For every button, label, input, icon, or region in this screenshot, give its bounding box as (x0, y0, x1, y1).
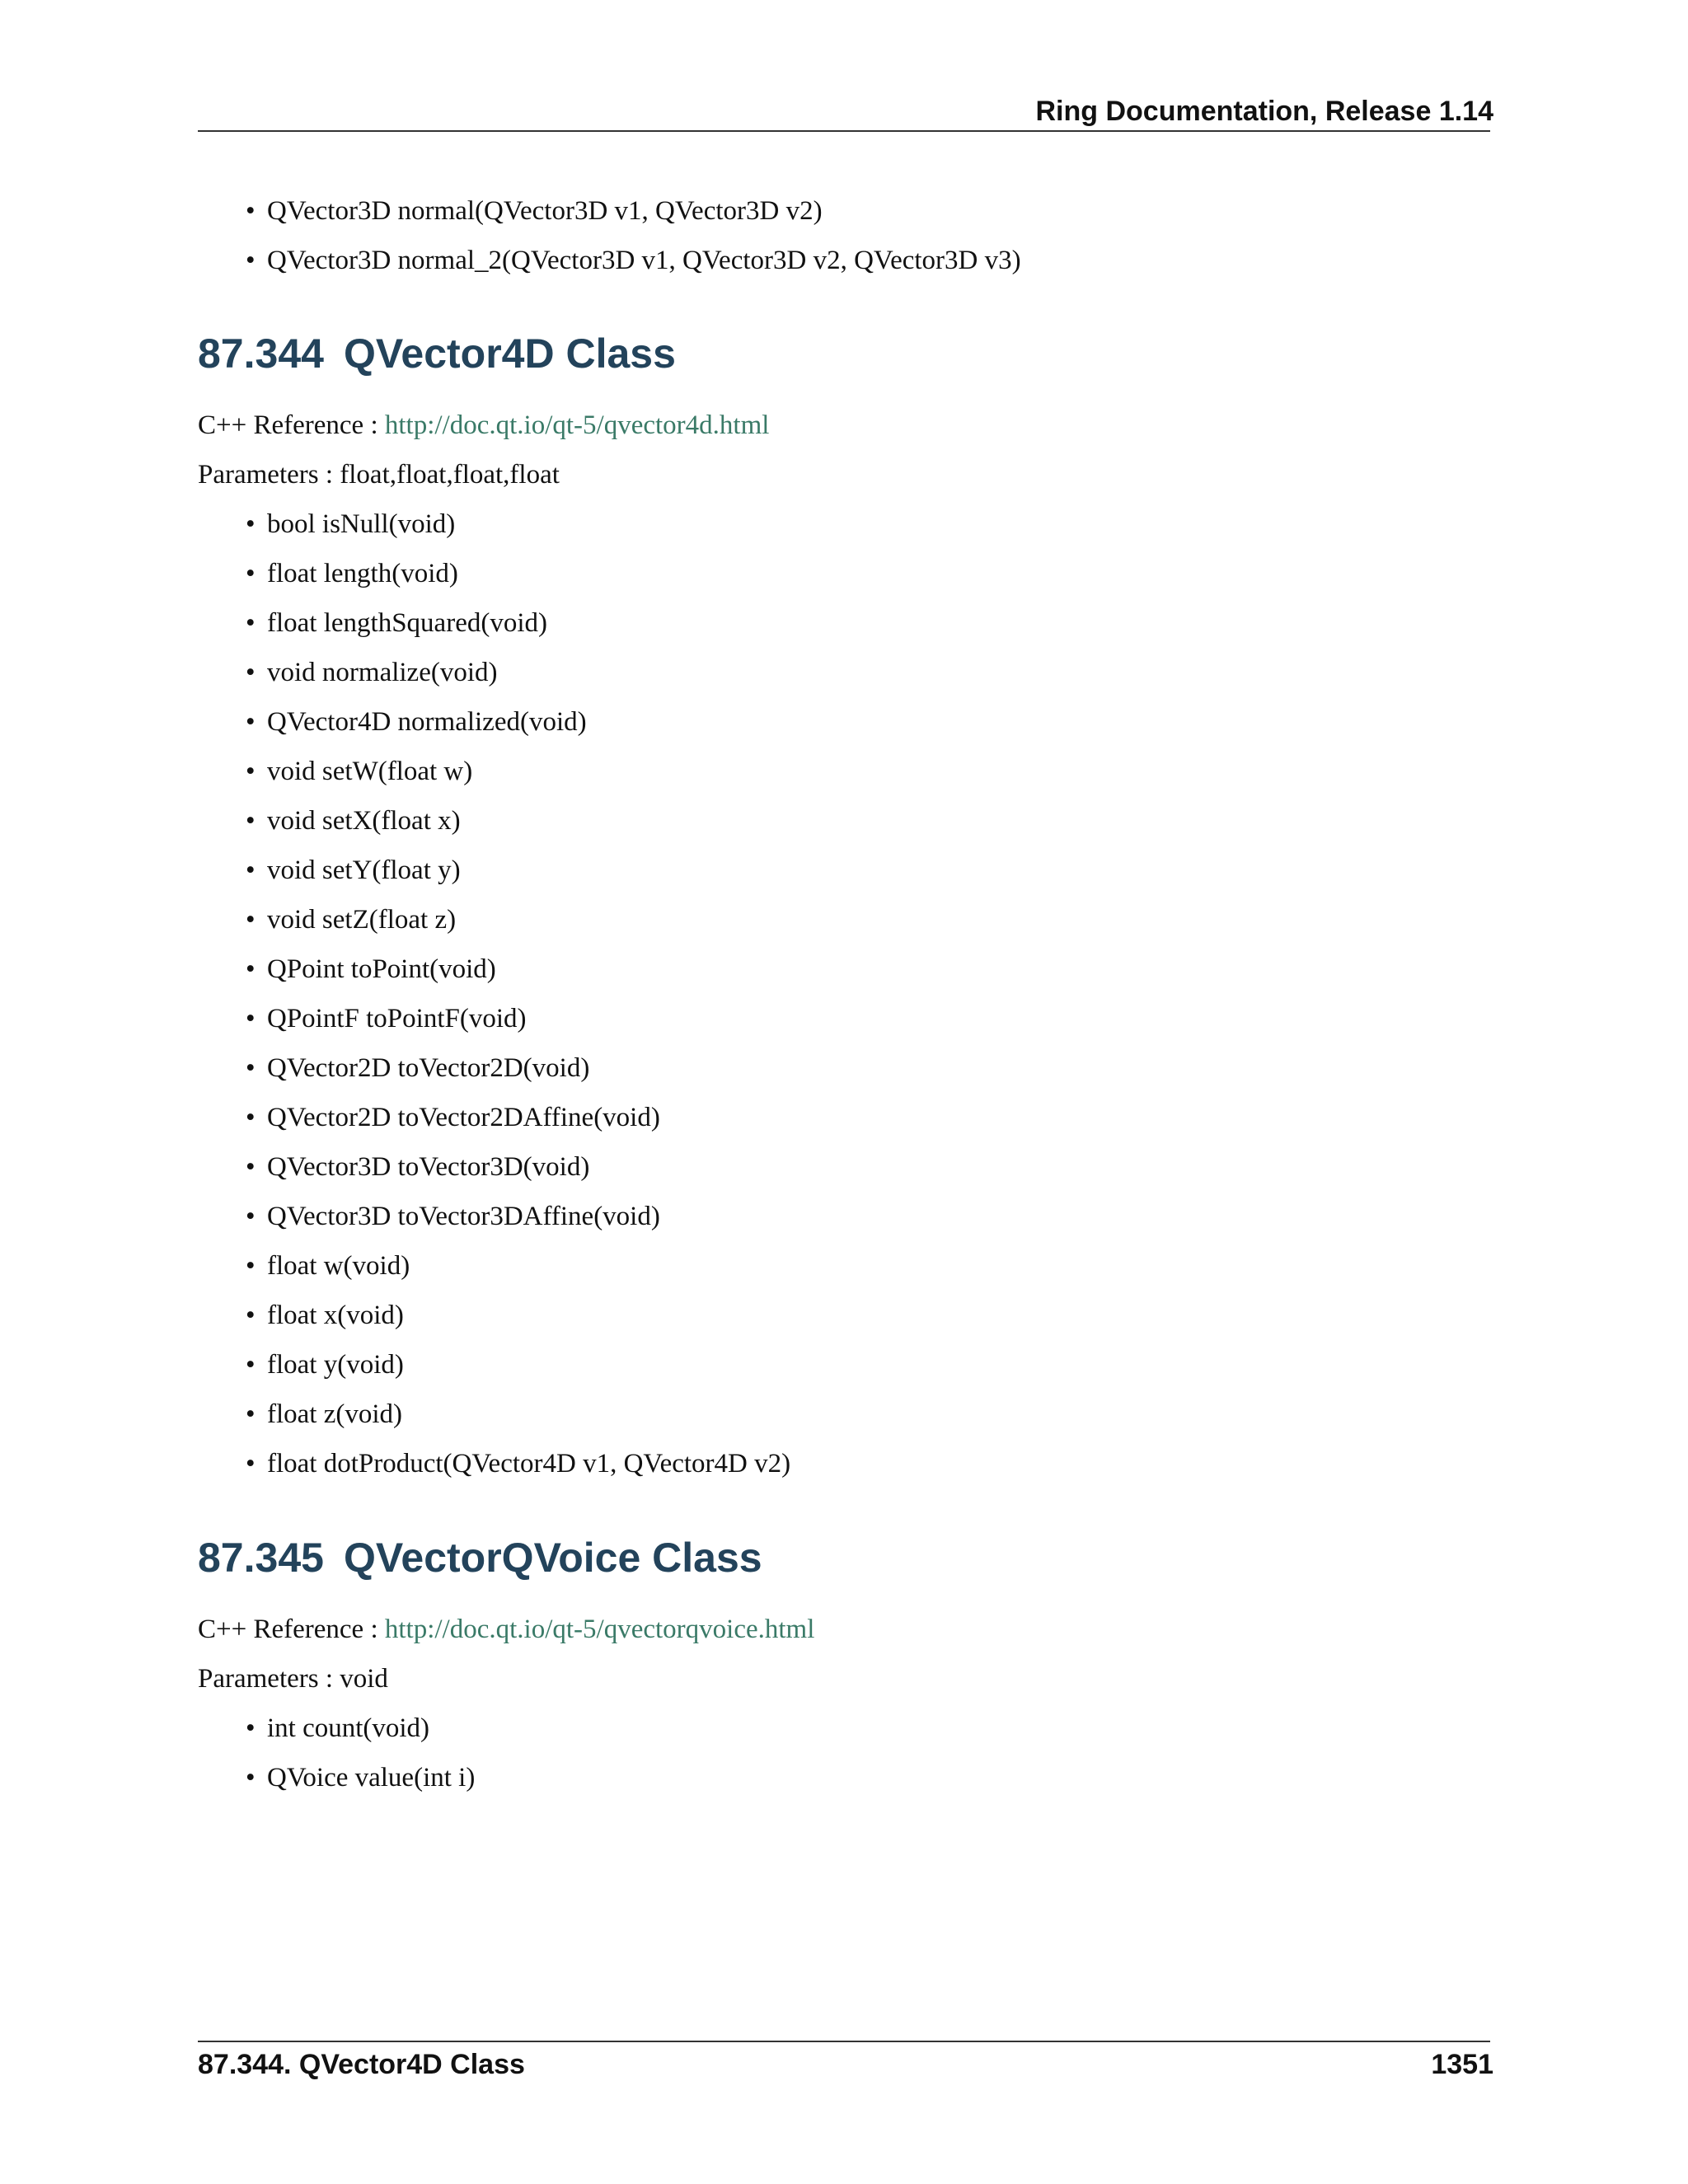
reference-label: C++ Reference : (198, 1615, 385, 1644)
list-item (246, 656, 1490, 689)
bullet-icon: • (246, 1449, 256, 1479)
qvectorqvoice-reference-link[interactable]: http://doc.qt.io/qt-5/qvectorqvoice.html (384, 1615, 815, 1644)
bullet-icon: • (246, 608, 256, 638)
bullet-icon: • (246, 707, 256, 737)
bullet-icon: • (246, 1053, 256, 1083)
method-signature: void setW(float w) (267, 757, 473, 786)
qvectorqvoice-method-list (198, 1712, 1490, 1794)
list-item (246, 244, 1490, 277)
list-item (246, 1249, 1490, 1282)
bullet-icon: • (246, 1713, 256, 1743)
list-item (246, 1761, 1490, 1794)
section-title: QVector4D Class (343, 330, 676, 377)
method-signature: QVector3D normal_2(QVector3D v1, QVector3D v2, QVector3D v3) (267, 246, 1021, 275)
running-header-title: Ring Documentation, Release 1.14 (1035, 96, 1493, 127)
method-signature: void setY(float y) (267, 855, 461, 885)
method-signature: QPointF toPointF(void) (267, 1004, 527, 1033)
bullet-icon: • (246, 1202, 256, 1231)
method-signature: void setX(float x) (267, 806, 461, 836)
list-item (246, 953, 1490, 986)
method-signature: QVoice value(int i) (267, 1763, 476, 1793)
bullet-icon: • (246, 1399, 256, 1429)
bullet-icon: • (246, 954, 256, 984)
section-number: 87.344 (198, 330, 324, 377)
list-item (246, 1398, 1490, 1431)
list-item (246, 1151, 1490, 1183)
section-number: 87.345 (198, 1535, 324, 1581)
list-item (246, 607, 1490, 640)
method-signature: float lengthSquared(void) (267, 608, 547, 638)
list-item (246, 705, 1490, 738)
list-item (246, 903, 1490, 936)
list-item (246, 194, 1490, 227)
bullet-icon: • (246, 757, 256, 786)
list-item (246, 508, 1490, 541)
bullet-icon: • (246, 1350, 256, 1380)
bullet-icon: • (246, 509, 256, 539)
method-signature: QVector3D toVector3DAffine(void) (267, 1202, 660, 1231)
method-signature: int count(void) (267, 1713, 430, 1743)
list-item (246, 1002, 1490, 1035)
list-item (246, 1200, 1490, 1233)
method-signature: QVector2D toVector2DAffine(void) (267, 1103, 660, 1132)
method-signature: QVector2D toVector2D(void) (267, 1053, 590, 1083)
running-footer-section: 87.344. QVector4D Class (198, 2049, 525, 2080)
footer-divider (198, 2041, 1490, 2042)
method-signature: float w(void) (267, 1251, 410, 1281)
list-item (246, 1712, 1490, 1745)
method-signature: float length(void) (267, 559, 458, 588)
method-signature: float z(void) (267, 1399, 403, 1429)
page-content (198, 194, 1490, 1794)
cpp-reference-line (198, 409, 1490, 442)
method-signature: bool isNull(void) (267, 509, 456, 539)
bullet-icon: • (246, 1301, 256, 1330)
header-divider (198, 130, 1490, 132)
section-title: QVectorQVoice Class (343, 1535, 762, 1581)
bullet-icon: • (246, 905, 256, 935)
list-item (246, 557, 1490, 590)
list-item (246, 1299, 1490, 1332)
bullet-icon: • (246, 855, 256, 885)
parameters-line: Parameters : float,float,float,float (198, 460, 560, 490)
bullet-icon: • (246, 246, 256, 275)
method-signature: QVector3D toVector3D(void) (267, 1152, 590, 1182)
method-signature: float x(void) (267, 1301, 404, 1330)
list-item (246, 854, 1490, 887)
list-item (246, 755, 1490, 788)
bullet-icon: • (246, 1763, 256, 1793)
method-signature: float dotProduct(QVector4D v1, QVector4D v2) (267, 1449, 791, 1479)
method-signature: QPoint toPoint(void) (267, 954, 496, 984)
method-signature: QVector3D normal(QVector3D v1, QVector3D v2) (267, 196, 823, 226)
cpp-reference-line (198, 1613, 1490, 1646)
list-item (246, 1052, 1490, 1085)
method-signature: QVector4D normalized(void) (267, 707, 587, 737)
bullet-icon: • (246, 1251, 256, 1281)
bullet-icon: • (246, 658, 256, 687)
section-heading-qvector4d (198, 329, 1490, 378)
list-item (246, 1447, 1490, 1480)
intro-method-list (198, 194, 1490, 277)
bullet-icon: • (246, 559, 256, 588)
qvector4d-method-list (198, 508, 1490, 1480)
list-item (246, 804, 1490, 837)
bullet-icon: • (246, 1103, 256, 1132)
method-signature: void setZ(float z) (267, 905, 457, 935)
list-item (246, 1348, 1490, 1381)
parameters-line: Parameters : void (198, 1664, 388, 1694)
bullet-icon: • (246, 1004, 256, 1033)
page-number: 1351 (1431, 2049, 1493, 2080)
reference-label: C++ Reference : (198, 410, 385, 440)
list-item (246, 1101, 1490, 1134)
method-signature: void normalize(void) (267, 658, 498, 687)
bullet-icon: • (246, 806, 256, 836)
bullet-icon: • (246, 1152, 256, 1182)
section-heading-qvectorqvoice (198, 1533, 1490, 1582)
qvector4d-reference-link[interactable]: http://doc.qt.io/qt-5/qvector4d.html (384, 410, 770, 440)
bullet-icon: • (246, 196, 256, 226)
method-signature: float y(void) (267, 1350, 404, 1380)
